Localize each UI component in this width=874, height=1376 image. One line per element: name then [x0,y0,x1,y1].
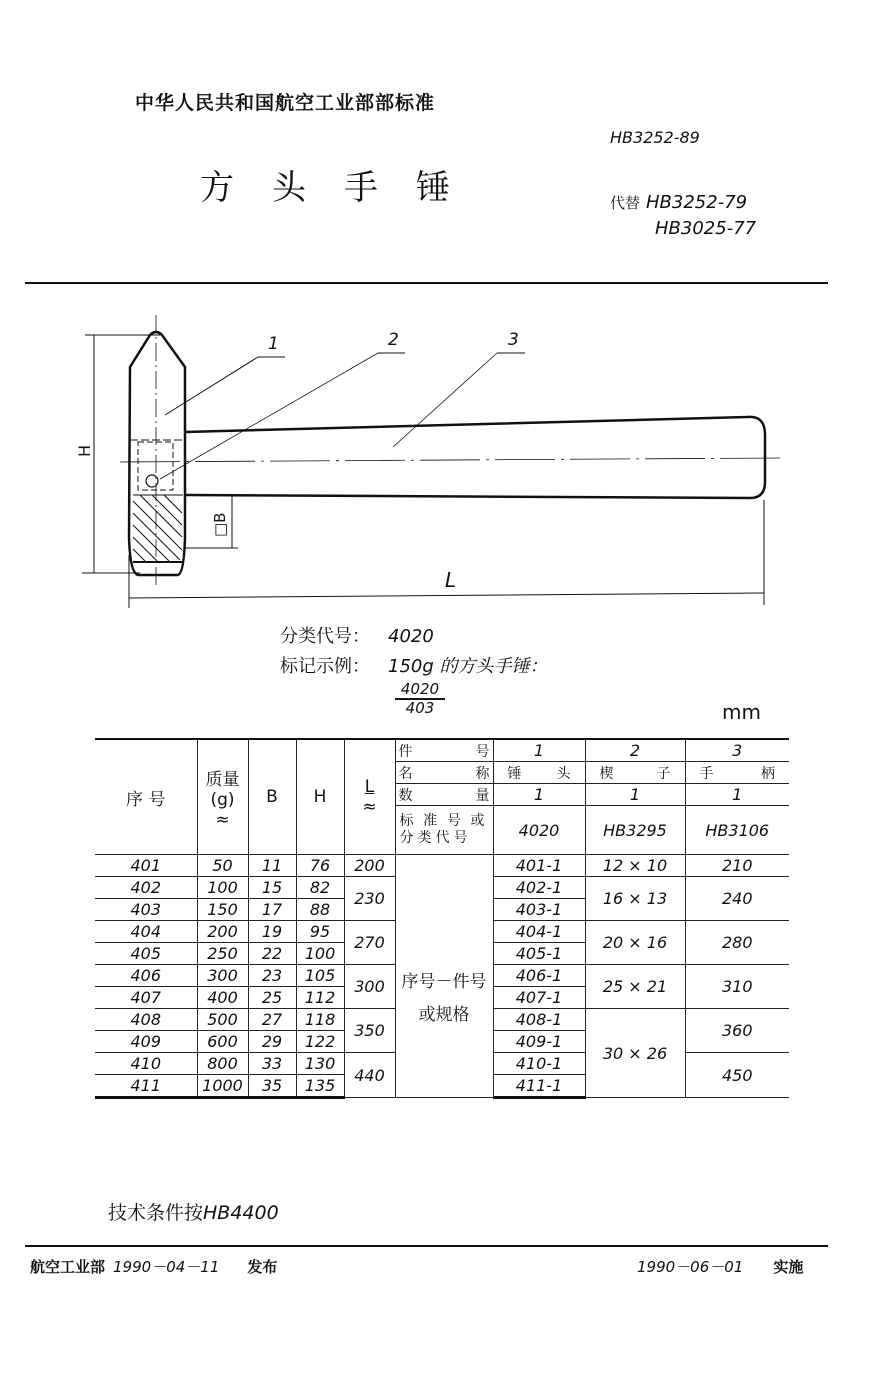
effective-date: 1990－06－01 [637,1258,744,1276]
label-part-no [395,739,493,762]
effective-label: 实施 [773,1258,804,1276]
cell-handle: 450 [685,1053,789,1098]
cell-b: 27 [248,1009,296,1031]
dim-label-b: □B [211,512,229,537]
cell-seq: 402 [95,877,197,899]
title-char: 锤 [416,168,450,208]
callout-1: 1 [268,334,279,354]
cell-seq: 408 [95,1009,197,1031]
cell-handle: 310 [685,965,789,1009]
marking-fraction [395,680,445,716]
header-mass-label: 质量 [205,769,240,790]
name-char: 楔 [599,765,614,782]
marking-label: 标记示例： [280,656,370,677]
label-char: 称 [475,765,490,782]
technical-conditions [108,1198,279,1225]
cell-part1: 409-1 [493,1031,585,1053]
fraction-numerator: 4020 [395,680,445,700]
cell-mass: 200 [197,921,248,943]
standard-number: HB3252-89 [610,128,700,147]
cell-seq: 406 [95,965,197,987]
label-name [395,762,493,784]
cell-l: 440 [344,1053,395,1098]
cell-seq: 407 [95,987,197,1009]
cell-seq: 410 [95,1053,197,1075]
footer-divider [25,1245,828,1247]
fraction-denominator: 403 [405,699,435,717]
cell-seq: 404 [95,921,197,943]
cell-mass: 1000 [197,1075,248,1098]
name-char: 头 [556,765,571,782]
part-std-3: HB3106 [685,806,789,855]
cell-h: 118 [296,1009,344,1031]
cell-b: 22 [248,943,296,965]
cell-part1: 401-1 [493,855,585,877]
cell-h: 135 [296,1075,344,1098]
cell-h: 82 [296,877,344,899]
classification-label: 分类代号： [280,626,370,647]
cell-wedge: 30 × 26 [585,1009,685,1098]
cell-h: 95 [296,921,344,943]
label-qty [395,784,493,806]
part-qty-1: 1 [493,784,585,806]
part-name-2 [585,762,685,784]
header-b: B [248,739,296,855]
header-l-label: L [364,777,375,797]
cell-h: 105 [296,965,344,987]
cell-seq: 403 [95,899,197,921]
cell-seq: 405 [95,943,197,965]
label-char: 量 [475,787,490,804]
cell-part1: 404-1 [493,921,585,943]
cell-mass: 50 [197,855,248,877]
callout-3: 3 [508,330,519,350]
issuer: 航空工业部 [30,1258,106,1276]
organization-heading: 中华人民共和国航空工业部部标准 [135,92,436,114]
document-title [200,160,488,209]
issue-label: 发布 [247,1258,278,1276]
name-char: 子 [656,765,671,782]
part-qty-3: 1 [685,784,789,806]
cell-b: 19 [248,921,296,943]
label-char: 数 [398,787,413,804]
cell-mass: 250 [197,943,248,965]
table-row [95,855,789,877]
cell-wedge: 12 × 10 [585,855,685,877]
cell-h: 130 [296,1053,344,1075]
label-char: 号 [475,743,490,760]
cell-b: 35 [248,1075,296,1098]
unit-label: mm [722,700,761,724]
part-name-1 [493,762,585,784]
header-h: H [296,739,344,855]
cell-b: 11 [248,855,296,877]
label-char: 件 [398,743,413,760]
cell-seq: 409 [95,1031,197,1053]
cell-mass: 500 [197,1009,248,1031]
tech-value: HB4400 [203,1202,279,1224]
callout-2: 2 [388,330,399,350]
label-char: 名 [398,765,413,782]
cell-b: 17 [248,899,296,921]
dim-label-h: H [75,444,94,457]
part-name-3 [685,762,789,784]
cell-part1: 407-1 [493,987,585,1009]
part-no-1: 1 [493,739,585,762]
part-no-3: 3 [685,739,789,762]
replaces-label: 代替 [610,194,641,212]
cell-part1: 408-1 [493,1009,585,1031]
issue-date: 1990－04－11 [113,1258,220,1276]
marking-value: 150g 的方头手锤： [388,656,548,677]
cell-h: 122 [296,1031,344,1053]
cell-b: 15 [248,877,296,899]
cell-part1: 405-1 [493,943,585,965]
cell-mass: 600 [197,1031,248,1053]
cell-b: 23 [248,965,296,987]
effective-info [637,1256,803,1277]
cell-handle: 280 [685,921,789,965]
cell-l: 200 [344,855,395,877]
classification-code [280,622,434,648]
cell-wedge: 25 × 21 [585,965,685,1009]
name-char: 锤 [507,765,522,782]
merged-note-line-1: 序号－件号 [401,972,487,992]
title-char: 头 [272,168,306,208]
classification-value: 4020 [388,626,434,647]
cell-mass: 400 [197,987,248,1009]
cell-handle: 360 [685,1009,789,1053]
header-seq: 序 号 [95,739,197,855]
cell-b: 25 [248,987,296,1009]
cell-part1: 411-1 [493,1075,585,1098]
cell-mass: 300 [197,965,248,987]
name-char: 手 [699,765,714,782]
label-standard: 标准号或分类代号 [395,806,493,855]
cell-h: 88 [296,899,344,921]
dim-label-l: L [445,568,457,592]
cell-mass: 800 [197,1053,248,1075]
cell-h: 76 [296,855,344,877]
header-divider [25,282,828,284]
name-char: 柄 [761,765,775,782]
cell-l: 230 [344,877,395,921]
cell-part1: 402-1 [493,877,585,899]
cell-h: 112 [296,987,344,1009]
hammer-drawing [60,315,780,615]
merged-note [395,855,493,1098]
tech-label: 技术条件按 [108,1202,204,1224]
cell-seq: 411 [95,1075,197,1098]
cell-part1: 403-1 [493,899,585,921]
cell-wedge: 20 × 16 [585,921,685,965]
cell-b: 29 [248,1031,296,1053]
replaced-standard: HB3252-79 [646,192,748,213]
cell-l: 270 [344,921,395,965]
merged-note-line-2: 或规格 [418,1005,470,1025]
header-l [344,739,395,855]
cell-seq: 401 [95,855,197,877]
cell-part1: 410-1 [493,1053,585,1075]
part-no-2: 2 [585,739,685,762]
cell-h: 100 [296,943,344,965]
cell-mass: 100 [197,877,248,899]
cell-b: 33 [248,1053,296,1075]
marking-example [280,652,548,678]
title-char: 手 [344,168,378,208]
cell-wedge: 16 × 13 [585,877,685,921]
header-mass [197,739,248,855]
title-char: 方 [200,168,234,208]
header-l-approx: ≈ [362,797,377,817]
cell-l: 350 [344,1009,395,1053]
cell-part1: 406-1 [493,965,585,987]
cell-handle: 240 [685,877,789,921]
cell-mass: 150 [197,899,248,921]
cell-l: 300 [344,965,395,1009]
replaced-standard: HB3025-77 [655,218,757,239]
issue-info [30,1256,277,1277]
part-std-2: HB3295 [585,806,685,855]
header-mass-unit: (g) [210,789,235,810]
cell-handle: 210 [685,855,789,877]
replaces-line-1 [610,192,747,213]
part-std-1: 4020 [493,806,585,855]
part-qty-2: 1 [585,784,685,806]
header-mass-approx: ≈ [215,809,230,830]
specification-table [95,738,789,1099]
